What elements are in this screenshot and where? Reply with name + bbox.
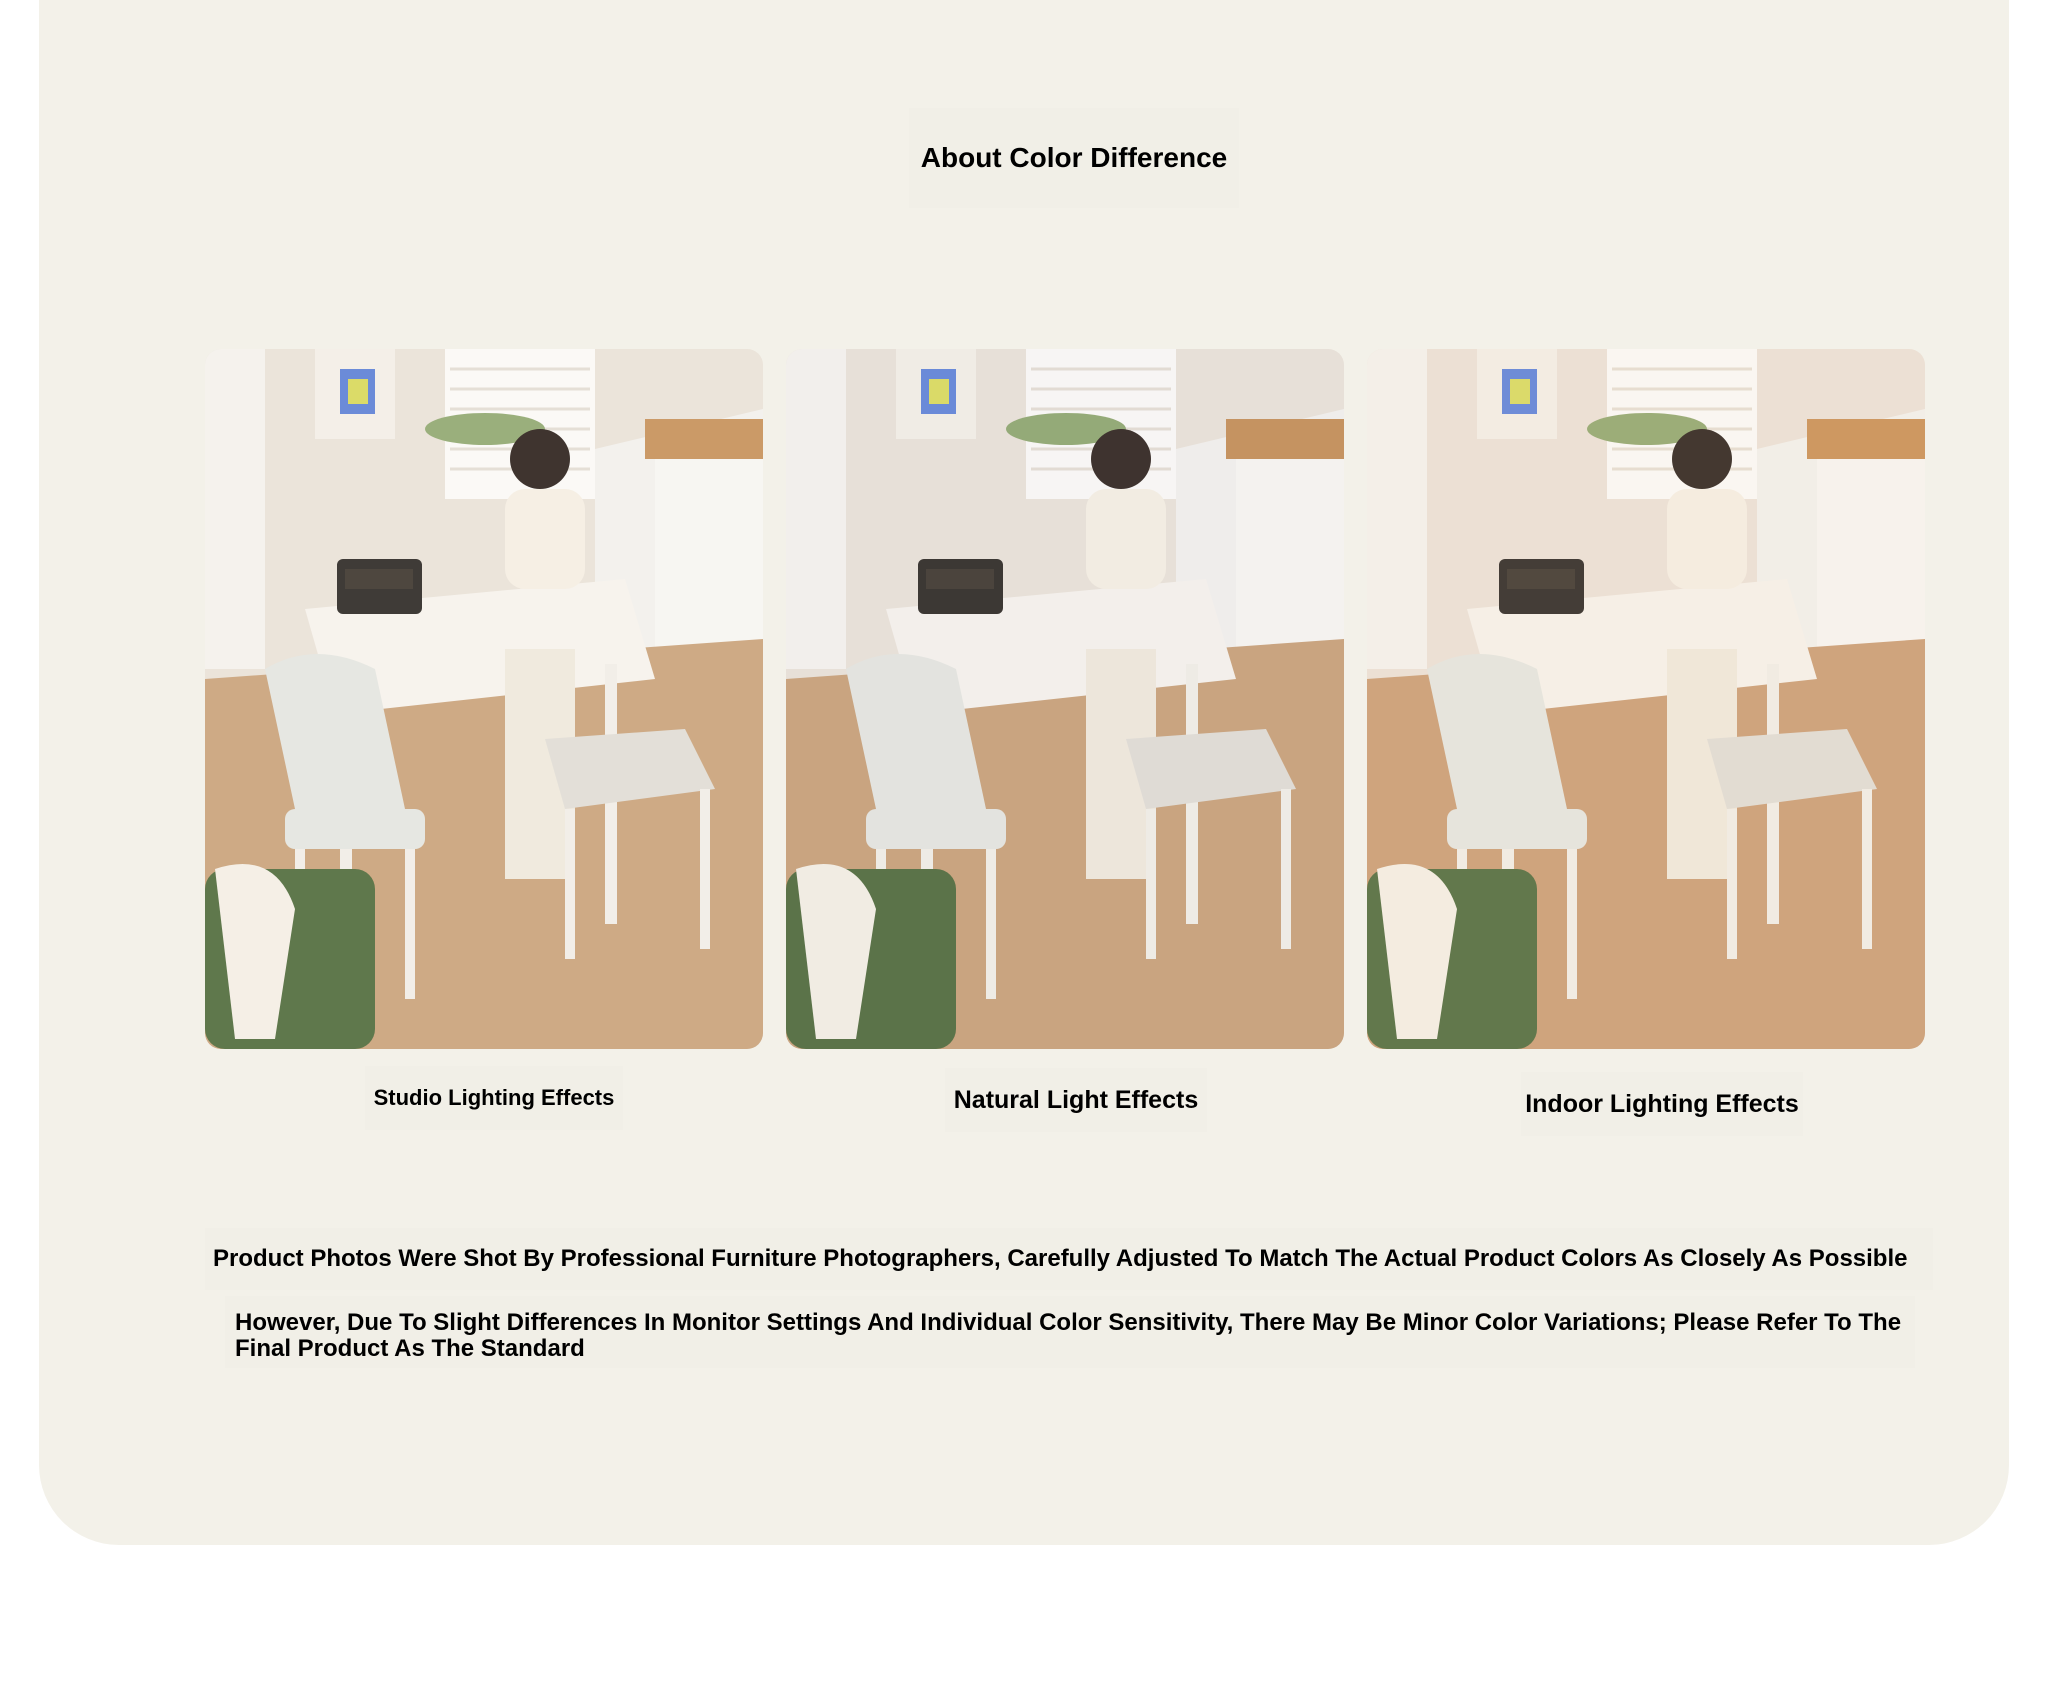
caption-studio-lighting: Studio Lighting Effects xyxy=(365,1066,623,1130)
section-title: About Color Difference xyxy=(909,108,1239,208)
caption-natural-light: Natural Light Effects xyxy=(945,1068,1207,1132)
disclaimer-line-2: However, Due To Slight Differences In Monitor Settings And Individual Color Sensitivity, There May Be Minor Color Variations; Please Refer To The Final Product As The Standard xyxy=(225,1296,1915,1368)
dining-room-photo xyxy=(1367,349,1925,1049)
caption-indoor-lighting: Indoor Lighting Effects xyxy=(1521,1072,1803,1136)
disclaimer-line-1: Product Photos Were Shot By Professional Furniture Photographers, Carefully Adjusted To Match The Actual Product Colors As Closely As Possible xyxy=(205,1228,1933,1290)
color-difference-panel xyxy=(39,0,2009,1545)
product-photo-indoor xyxy=(1367,349,1925,1049)
product-photo-natural xyxy=(786,349,1344,1049)
product-photo-studio xyxy=(205,349,763,1049)
dining-room-photo xyxy=(786,349,1344,1049)
dining-room-photo xyxy=(205,349,763,1049)
